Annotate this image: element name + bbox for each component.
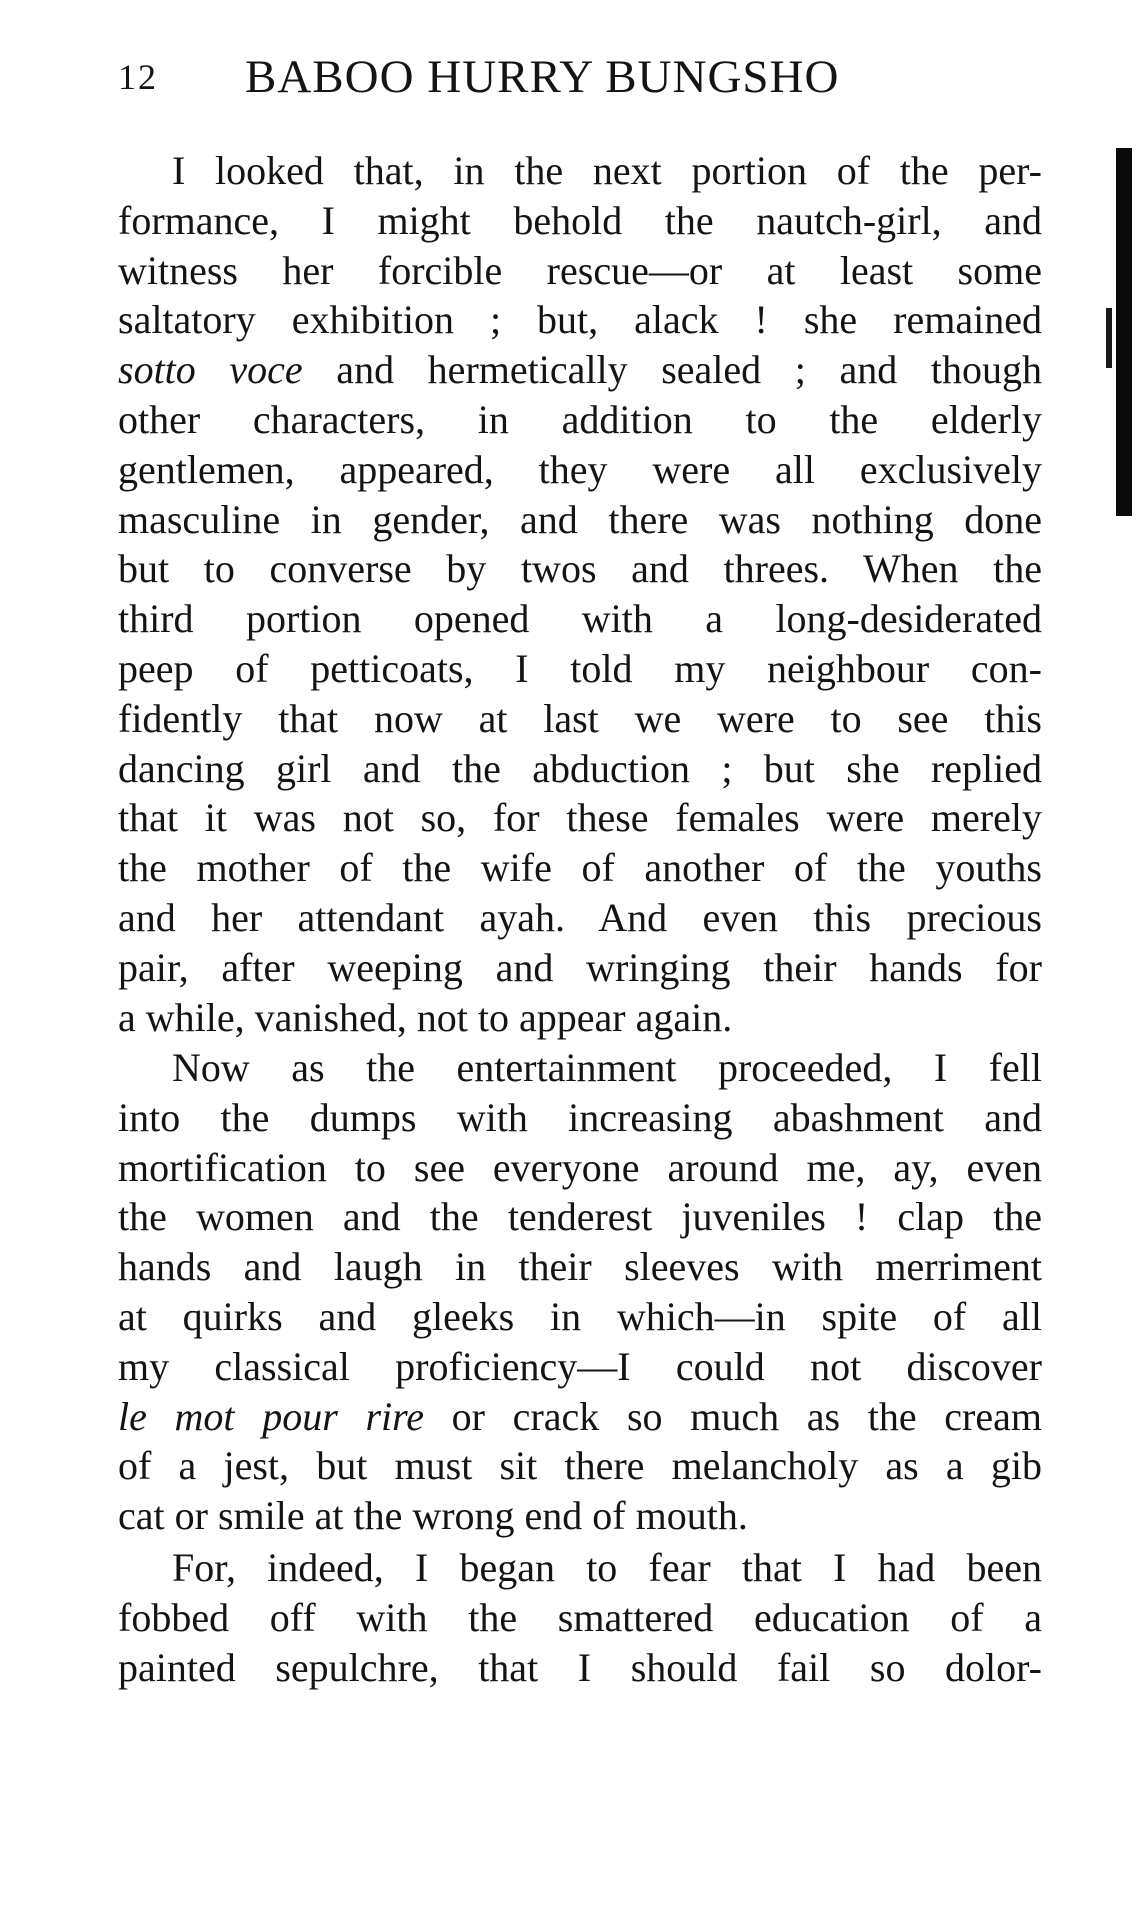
text-line: formance, I might behold the nautch-girl, and [118,197,1042,243]
text-line: painted sepulchre, that I should fail so dolor- [118,1644,1042,1690]
running-head-title: BABOO HURRY BUNGSHO [245,51,840,103]
text-line: that it was not so, for these females were merely [118,795,1042,841]
text-line: my classical proficiency—I could not discover [118,1343,1042,1389]
margin-scan-bar [1116,148,1132,516]
italic-phrase: le mot pour rire [118,1393,424,1439]
text-line: but to converse by twos and threes. When the [118,546,1042,592]
text-line [118,345,1042,395]
text-line: mortification to see everyone around me, ay, even [118,1144,1042,1190]
text-line: the mother of the wife of another of the youths [118,845,1042,891]
page-number: 12 [118,57,158,97]
text-line: third portion opened with a long-desiderated [118,596,1042,642]
text-line: cat or smile at the wrong end of mouth. [118,1493,748,1539]
text-line: pair, after weeping and wringing their hands for [118,944,1042,990]
text-line: peep of petticoats, I told my neighbour con- [118,645,1042,691]
paragraph-1 [118,146,1042,1042]
text-line: hands and laugh in their sleeves with merriment [118,1244,1042,1290]
text-line: saltatory exhibition ; but, alack ! she remained [118,297,1042,343]
text-line-rest: and hermetically sealed ; and though [302,347,1043,393]
text-line: dancing girl and the abduction ; but she replied [118,745,1042,791]
text-line: witness her forcible rescue—or at least some [118,247,1042,293]
italic-phrase: sotto voce [118,347,303,393]
text-line: of a jest, but must sit there melancholy as a gib [118,1443,1042,1489]
text-line [118,1392,1042,1442]
text-line-rest: or crack so much as the cream [424,1393,1042,1439]
text-line: into the dumps with increasing abashment and [118,1094,1042,1140]
text-line: fidently that now at last we were to see this [118,695,1042,741]
text-line: Now as the entertainment proceeded, I fell [172,1045,1042,1090]
text-line: a while, vanished, not to appear again. [118,994,733,1040]
text-line: fobbed off with the smattered education of a [118,1594,1042,1640]
text-line: the women and the tenderest juveniles ! clap the [118,1194,1042,1240]
text-line: For, indeed, I began to fear that I had been [172,1545,1042,1590]
text-line: gentlemen, appeared, they were all exclusively [118,446,1042,492]
margin-scan-notch [1106,308,1112,368]
text-line: and her attendant ayah. And even this precious [118,894,1042,940]
paragraph-3 [118,1543,1042,1692]
paragraph-2 [118,1043,1042,1541]
text-line: masculine in gender, and there was nothing done [118,496,1042,542]
text-line: at quirks and gleeks in which—in spite of all [118,1293,1042,1339]
text-line: I looked that, in the next portion of the per- [172,148,1042,193]
running-head [118,50,1038,106]
text-line: other characters, in addition to the elderly [118,396,1042,442]
